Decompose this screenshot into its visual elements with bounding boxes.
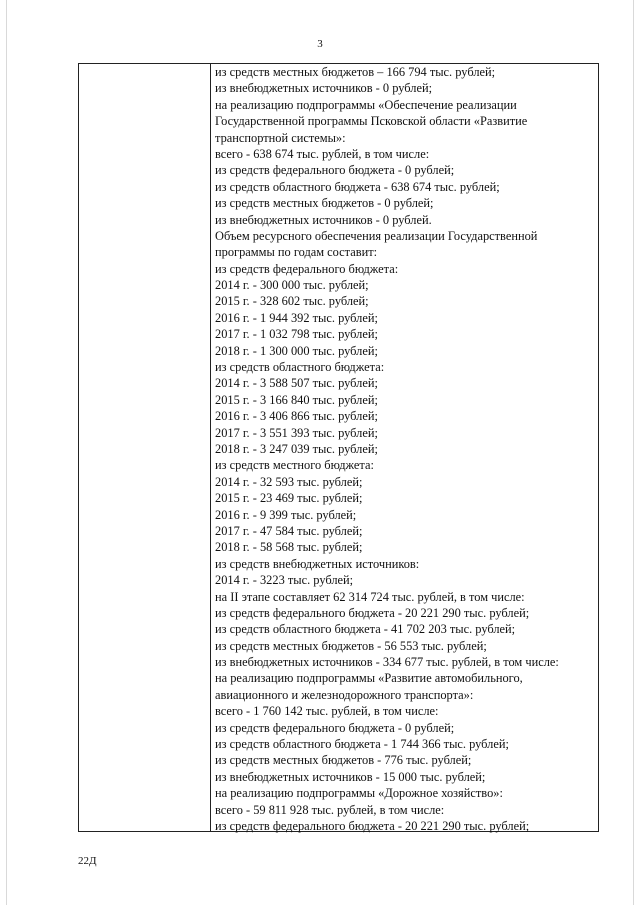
text-line: из внебюджетных источников - 15 000 тыс. рублей;: [215, 769, 486, 784]
text-line: из средств местных бюджетов - 776 тыс. рублей;: [215, 753, 472, 768]
text-line: авиационного и железнодорожного транспорта»:: [215, 687, 474, 702]
text-line: из средств федерального бюджета - 20 221 290 тыс. рублей;: [215, 818, 530, 833]
text-line: 2018 г. - 1 300 000 тыс. рублей;: [215, 343, 378, 358]
scan-edge-right: [633, 0, 634, 905]
text-line: 2014 г. - 32 593 тыс. рублей;: [215, 474, 363, 489]
table-right-column: [215, 64, 594, 831]
text-line: 2017 г. - 1 032 798 тыс. рублей;: [215, 327, 378, 342]
text-line: из средств федерального бюджета:: [215, 261, 399, 276]
text-line: из средств областного бюджета:: [215, 360, 385, 375]
text-line: Объем ресурсного обеспечения реализации Государственной: [215, 228, 538, 243]
text-line: 2017 г. - 47 584 тыс. рублей;: [215, 523, 363, 538]
text-line: всего - 1 760 142 тыс. рублей, в том числе:: [215, 704, 439, 719]
text-line: 2014 г. - 3223 тыс. рублей;: [215, 573, 354, 588]
text-line: на реализацию подпрограммы «Дорожное хозяйство»:: [215, 786, 503, 801]
text-line: из внебюджетных источников - 0 рублей;: [215, 81, 433, 96]
text-line: из средств федерального бюджета - 0 рублей;: [215, 720, 455, 735]
text-line: Государственной программы Псковской области «Развитие: [215, 114, 528, 129]
text-line: 2017 г. - 3 551 393 тыс. рублей;: [215, 425, 378, 440]
text-line: 2015 г. - 23 469 тыс. рублей;: [215, 491, 363, 506]
text-line: из средств областного бюджета - 1 744 366 тыс. рублей;: [215, 737, 509, 752]
text-line: всего - 638 674 тыс. рублей, в том числе:: [215, 146, 430, 161]
text-line: из средств местных бюджетов - 0 рублей;: [215, 196, 434, 211]
text-line: 2016 г. - 1 944 392 тыс. рублей;: [215, 310, 378, 325]
text-line: на II этапе составляет 62 314 724 тыс. рублей, в том числе:: [215, 589, 525, 604]
text-line: 2018 г. - 3 247 039 тыс. рублей;: [215, 441, 378, 456]
text-line: из внебюджетных источников - 334 677 тыс. рублей, в том числе:: [215, 655, 559, 670]
text-line: 2016 г. - 3 406 866 тыс. рублей;: [215, 409, 378, 424]
text-line: 2014 г. - 300 000 тыс. рублей;: [215, 278, 369, 293]
text-line: транспортной системы»:: [215, 130, 346, 145]
text-line: из внебюджетных источников - 0 рублей.: [215, 212, 432, 227]
text-line: 2016 г. - 9 399 тыс. рублей;: [215, 507, 357, 522]
footer-code: 22Д: [78, 855, 97, 867]
text-line: из средств местных бюджетов - 56 553 тыс. рублей;: [215, 638, 487, 653]
text-line: из средств внебюджетных источников:: [215, 556, 420, 571]
text-line: на реализацию подпрограммы «Развитие автомобильного,: [215, 671, 523, 686]
text-line: на реализацию подпрограммы «Обеспечение реализации: [215, 97, 517, 112]
text-line: 2014 г. - 3 588 507 тыс. рублей;: [215, 376, 378, 391]
text-line: из средств местных бюджетов – 166 794 тыс. рублей;: [215, 65, 496, 79]
page-number: 3: [317, 38, 323, 50]
text-line: из средств федерального бюджета - 20 221 290 тыс. рублей;: [215, 605, 530, 620]
text-line: из средств местного бюджета:: [215, 458, 374, 473]
scan-edge-left: [6, 0, 7, 905]
text-line: программы по годам составит:: [215, 245, 378, 260]
table-left-column: [79, 64, 211, 831]
text-line: 2015 г. - 3 166 840 тыс. рублей;: [215, 392, 378, 407]
document-table: [78, 63, 599, 832]
text-line: всего - 59 811 928 тыс. рублей, в том числе:: [215, 802, 445, 817]
text-line: из средств областного бюджета - 638 674 тыс. рублей;: [215, 179, 500, 194]
text-line: 2015 г. - 328 602 тыс. рублей;: [215, 294, 369, 309]
text-line: из средств федерального бюджета - 0 рублей;: [215, 163, 455, 178]
text-line: из средств областного бюджета - 41 702 203 тыс. рублей;: [215, 622, 516, 637]
text-line: 2018 г. - 58 568 тыс. рублей;: [215, 540, 363, 555]
